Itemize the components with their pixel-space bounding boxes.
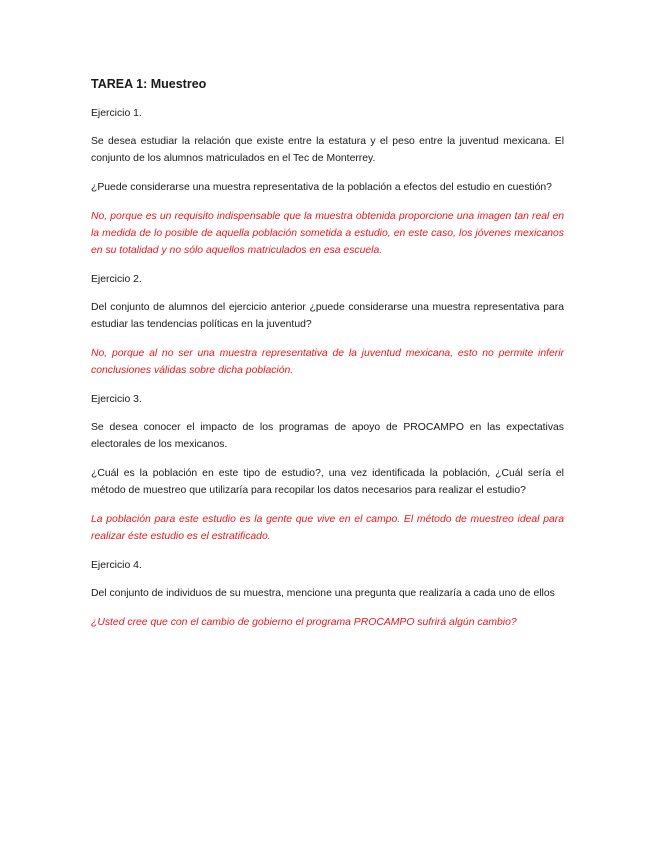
exercise-1-question: ¿Puede considerarse una muestra representativa de la población a efectos del estudio en cuestión? <box>91 182 552 193</box>
exercise-2-heading: Ejercicio 2. <box>91 274 142 285</box>
exercise-2-answer: No, porque al no ser una muestra representativa de la juventud mexicana, esto no permite inferir conclusiones válidas sobre dicha población. <box>91 348 564 376</box>
exercise-1-heading: Ejercicio 1. <box>91 108 142 119</box>
exercise-4-heading: Ejercicio 4. <box>91 560 142 571</box>
document-title: TAREA 1: Muestreo <box>91 77 207 91</box>
exercise-4-answer: ¿Usted cree que con el cambio de gobierno el programa PROCAMPO sufrirá algún cambio? <box>91 617 517 628</box>
exercise-3-statement: Se desea conocer el impacto de los programas de apoyo de PROCAMPO en las expectativas electorales de los mexicanos. <box>91 422 564 450</box>
exercise-2-question: Del conjunto de alumnos del ejercicio anterior ¿puede considerarse una muestra representativa para estudiar las tendencias políticas en la juventud? <box>91 302 564 330</box>
exercise-1-statement: Se desea estudiar la relación que existe entre la estatura y el peso entre la juventud mexicana. El conjunto de los alumnos matriculados en el Tec de Monterrey. <box>91 136 564 164</box>
exercise-1-answer: No, porque es un requisito indispensable que la muestra obtenida proporcione una imagen tan real en la medida de lo posible de aquella población sometida a estudio, en este caso, los jóvenes mexicanos en su totalidad y no sólo aquellos matriculados en esa escuela. <box>91 211 564 256</box>
exercise-3-answer: La población para este estudio es la gente que vive en el campo. El método de muestreo ideal para realizar éste estudio es el estratificado. <box>91 514 564 542</box>
exercise-4-question: Del conjunto de individuos de su muestra, mencione una pregunta que realizaría a cada uno de ellos <box>91 588 555 599</box>
exercise-3-heading: Ejercicio 3. <box>91 394 142 405</box>
document-content <box>91 77 564 643</box>
exercise-3-question: ¿Cuál es la población en este tipo de estudio?, una vez identificada la población, ¿Cuál sería el método de muestreo que utilizaría para recopilar los datos necesarios para realizar el estudio? <box>91 468 564 496</box>
